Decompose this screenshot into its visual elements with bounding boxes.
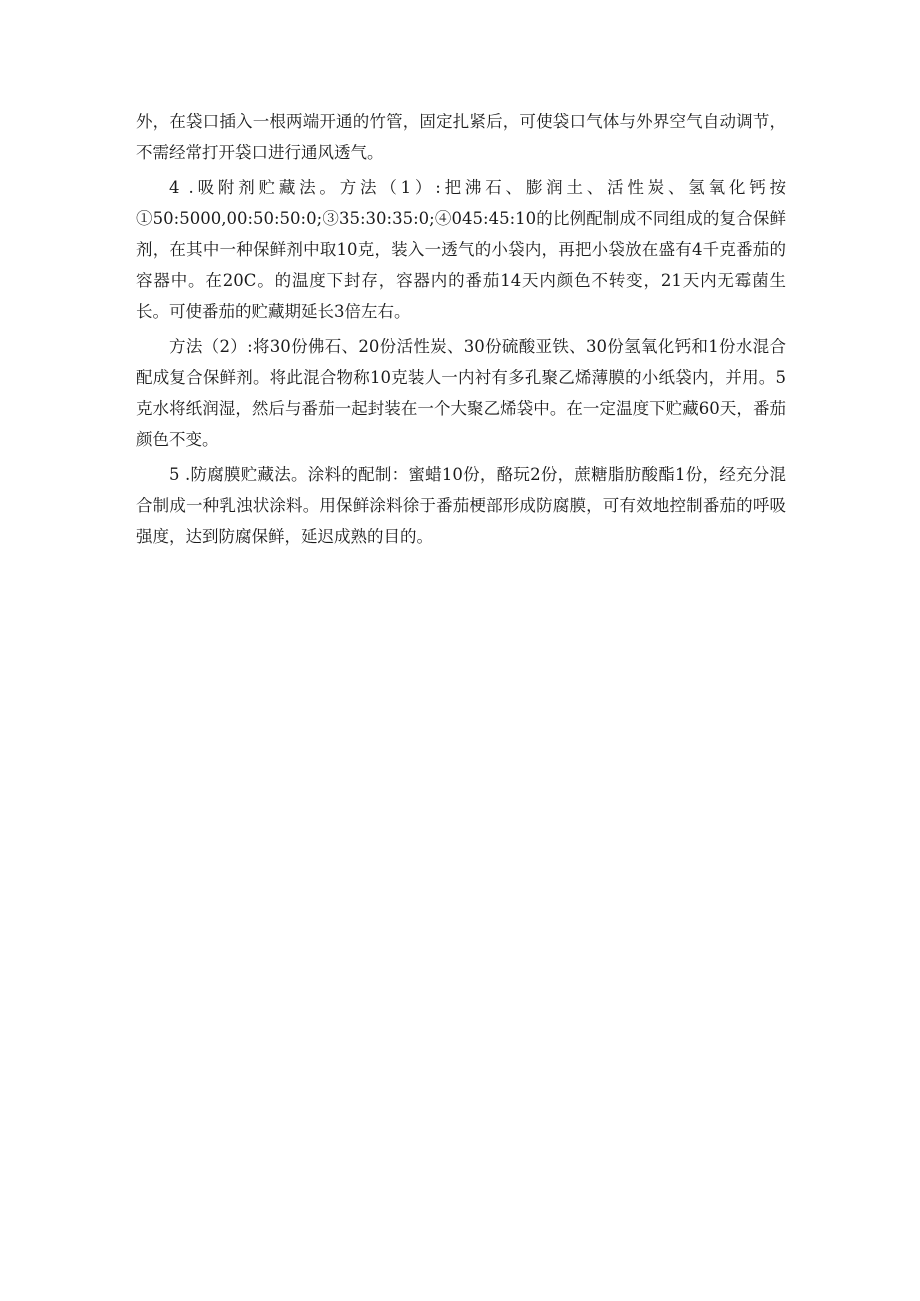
paragraph-bamboo-tube-continuation: 外，在袋口插入一根两端开通的竹管，固定扎紧后，可使袋口气体与外界空气自动调节，不需经常打开袋口进行通风透气。 <box>136 112 786 162</box>
paragraph-adsorbent-method-1: 4 .吸附剂贮藏法。方法（1）:把沸石、膨润土、活性炭、氢氧化钙按①50:5000,00:50:50:0;③35:30:35:0;④045:45:10的比例配制成不同组成的复合保鲜剂，在其中一种保鲜剂中取10克，装入一透气的小袋内，再把小袋放在盛有4千克番茄的容器中。在20C。的温度下封存，容器内的番茄14天内颜色不转变，21天内无霉菌生长。可使番茄的贮藏期延长3倍左右。 <box>136 178 786 321</box>
document-body <box>136 106 786 556</box>
paragraph-adsorbent-method-2: 方法（2）:将30份佛石、20份活性炭、30份硫酸亚铁、30份氢氧化钙和1份水混合配成复合保鲜剂。将此混合物称10克装人一内衬有多孔聚乙烯薄膜的小纸袋内，并用。5克水将纸润湿，然后与番茄一起封装在一个大聚乙烯袋中。在一定温度下贮藏60天，番茄颜色不变。 <box>136 337 786 449</box>
paragraph-anticorrosion-film-method: 5 .防腐膜贮藏法。涂料的配制：蜜蜡10份，酪玩2份，蔗糖脂肪酸酯1份，经充分混合制成一种乳浊状涂料。用保鲜涂料徐于番茄梗部形成防腐膜，可有效地控制番茄的呼吸强度，达到防腐保鲜，延迟成熟的目的。 <box>136 465 786 546</box>
